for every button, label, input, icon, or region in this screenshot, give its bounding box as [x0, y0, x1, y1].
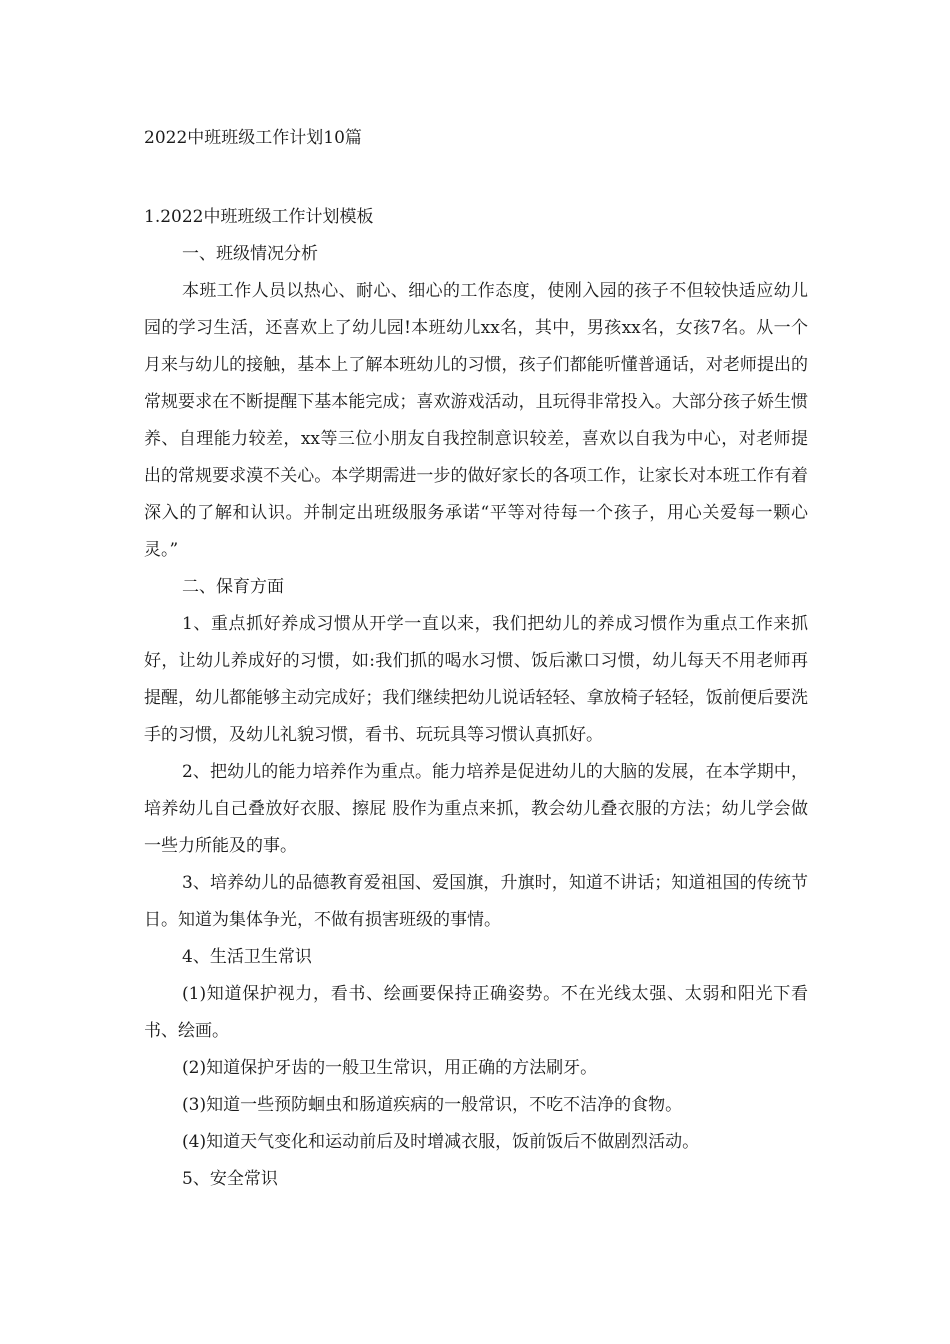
heading-safety: 5、安全常识 [182, 1169, 278, 1189]
heading-class-analysis: 一、班级情况分析 [182, 244, 318, 264]
document-title: 2022中班班级工作计划10篇 [144, 128, 362, 148]
paragraph-class-analysis: 本班工作人员以热心、耐心、细心的工作态度，使刚入园的孩子不但较快适应幼儿园的学习生活，还喜欢上了幼儿园!本班幼儿xx名，其中，男孩xx名，女孩7名。从一个月来与幼儿的接触，基本上了解本班幼儿的习惯，孩子们都能听懂普通话，对老师提出的常规要求在不断提醒下基本能完成；喜欢游戏活动，且玩得非常投入。大部分孩子娇生惯养、自理能力较差，xx等三位小朋友自我控制意识较差，喜欢以自我为中心，对老师提出的常规要求漠不关心。本学期需进一步的做好家长的各项工作，让家长对本班工作有着深入的了解和认识。并制定出班级服务承诺“平等对待每一个孩子，用心关爱每一颗心灵。” [144, 281, 808, 560]
list-item-teeth: (2)知道保护牙齿的一般卫生常识，用正确的方法刷牙。 [182, 1058, 598, 1078]
heading-childcare: 二、保育方面 [182, 577, 284, 597]
list-item-disease: (3)知道一些预防蛔虫和肠道疾病的一般常识，不吃不洁净的食物。 [182, 1095, 683, 1115]
document-body [144, 199, 808, 1198]
paragraph-habits: 1、重点抓好养成习惯从开学一直以来，我们把幼儿的养成习惯作为重点工作来抓好，让幼儿养成好的习惯，如:我们抓的喝水习惯、饭后漱口习惯，幼儿每天不用老师再提醒，幼儿都能够主动完成好；我们继续把幼儿说话轻轻、拿放椅子轻轻，饭前便后要洗手的习惯，及幼儿礼貌习惯，看书、玩玩具等习惯认真抓好。 [144, 614, 808, 745]
list-item-vision: (1)知道保护视力，看书、绘画要保持正确姿势。不在光线太强、太弱和阳光下看书、绘画。 [144, 984, 808, 1041]
paragraph-abilities: 2、把幼儿的能力培养作为重点。能力培养是促进幼儿的大脑的发展，在本学期中，培养幼儿自己叠放好衣服、擦屁 股作为重点来抓，教会幼儿叠衣服的方法；幼儿学会做一些力所能及的事。 [144, 762, 808, 856]
heading-hygiene: 4、生活卫生常识 [182, 947, 312, 967]
section-title: 1.2022中班班级工作计划模板 [144, 207, 374, 227]
paragraph-moral-education: 3、培养幼儿的品德教育爱祖国、爱国旗，升旗时，知道不讲话；知道祖国的传统节日。知道为集体争光，不做有损害班级的事情。 [144, 873, 808, 930]
list-item-clothing: (4)知道天气变化和运动前后及时增减衣服，饭前饭后不做剧烈活动。 [182, 1132, 700, 1152]
